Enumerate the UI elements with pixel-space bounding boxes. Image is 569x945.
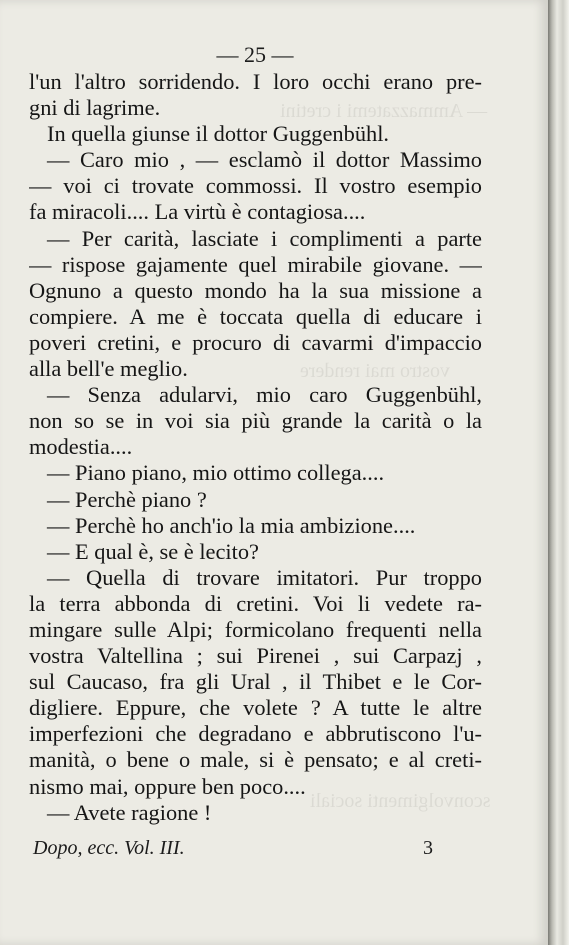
text-line: — Senza adularvi, mio caro Guggenbühl, bbox=[47, 382, 482, 408]
text-line: non so se in voi sia più grande la carità o la bbox=[29, 408, 482, 434]
bleed-through-text: vostro mai rendere bbox=[300, 360, 450, 382]
text-line: modestia.... bbox=[29, 434, 133, 460]
text-line: — Quella di trovare imitatori. Pur troppo bbox=[47, 564, 482, 590]
text-line: nismo mai, oppure ben poco.... bbox=[29, 773, 306, 799]
text-line: — Avete ragione ! bbox=[47, 799, 212, 825]
signature-line: Dopo, ecc. Vol. III. bbox=[33, 837, 185, 859]
text-line: compiere. A me è toccata quella di educare i bbox=[29, 303, 482, 329]
text-line: poveri cretini, e procuro di cavarmi d'impaccio bbox=[29, 329, 482, 355]
bleed-through-text: — Ammazzatemi i cretini bbox=[280, 100, 488, 122]
text-line: gni di lagrime. bbox=[29, 95, 161, 121]
book-edge bbox=[548, 0, 569, 945]
text-line: digliere. Eppure, che volete ? A tutte le altre bbox=[29, 695, 482, 721]
text-line: sul Caucaso, fra gli Ural , il Thibet e le Cor- bbox=[29, 669, 482, 695]
text-line: alla bell'e meglio. bbox=[29, 356, 188, 382]
text-line: l'un l'altro sorridendo. I loro occhi erano pre- bbox=[29, 69, 482, 94]
text-line: — Piano piano, mio ottimo collega.... bbox=[47, 460, 385, 486]
text-line: — Per carità, lasciate i complimenti a parte bbox=[47, 225, 482, 251]
text-line: manità, o bene o male, si è pensato; e al creti- bbox=[29, 747, 482, 773]
text-line: — Perchè piano ? bbox=[47, 486, 207, 512]
page-number-header: — 25 — bbox=[216, 42, 294, 67]
text-line: — rispose gajamente quel mirabile giovane. — bbox=[29, 251, 482, 277]
body-text bbox=[29, 69, 482, 826]
text-line: — E qual è, se è lecito? bbox=[47, 538, 260, 564]
text-line: — Perchè ho anch'io la mia ambizione.... bbox=[47, 512, 416, 538]
text-line: In quella giunse il dottor Guggenbühl. bbox=[47, 121, 390, 147]
text-line: — voi ci trovate commossi. Il vostro esempio bbox=[29, 173, 482, 199]
text-line: vostra Valtellina ; sui Pirenei , sui Carpazj , bbox=[29, 643, 482, 669]
text-line: — Caro mio , — esclamò il dottor Massimo bbox=[47, 147, 482, 173]
text-line: la terra abbonda di cretini. Voi li vedete ra- bbox=[29, 590, 482, 616]
text-line: imperfezioni che degradano e abbrutiscono l'u- bbox=[29, 721, 482, 747]
text-line: Ognuno a questo mondo ha la sua missione a bbox=[29, 277, 482, 303]
text-line: fa miracoli.... La virtù è contagiosa.... bbox=[29, 199, 366, 225]
bleed-through-text: sconvolgimenti sociali bbox=[310, 790, 491, 812]
signature-mark: 3 bbox=[423, 837, 433, 859]
text-line: mingare sulle Alpi; formicolano frequenti nella bbox=[29, 616, 482, 642]
